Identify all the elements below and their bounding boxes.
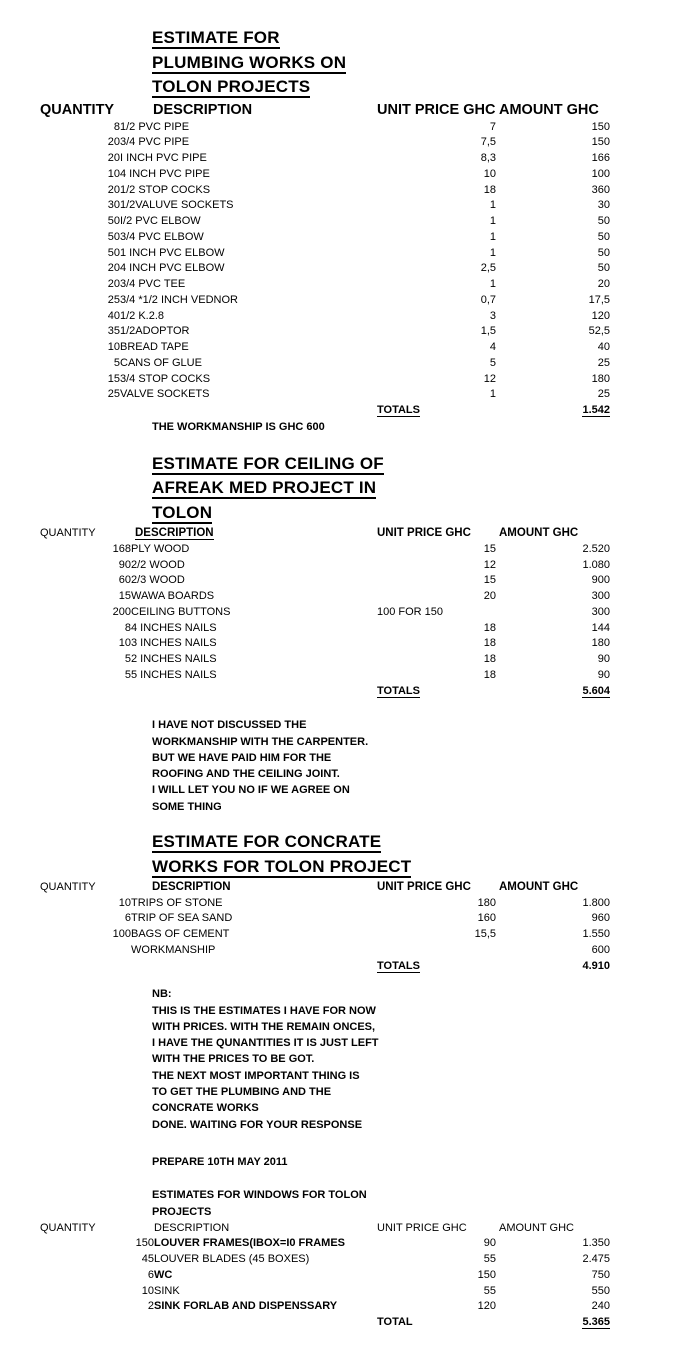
note-line: TO GET THE PLUMBING AND THE [152, 1086, 332, 1099]
section-concrete [0, 830, 612, 974]
table-row [0, 340, 612, 356]
totals-label: TOTAL [377, 1316, 413, 1329]
quantity-cell [0, 959, 131, 975]
table-header [0, 100, 612, 120]
totals-amount-cell [497, 684, 612, 700]
quantity-cell: 50 [107, 246, 120, 259]
totals-amount: 1.542 [582, 404, 610, 416]
description-cell: 3/4 *1/2 INCH VEDNOR [120, 293, 238, 306]
section-plumbing [0, 26, 612, 435]
totals-amount: 5.604 [582, 684, 610, 697]
prepared-date: PREPARE 10TH MAY 2011 [152, 1155, 288, 1168]
quantity-cell: 60 [118, 574, 131, 587]
amount-cell: 300 [591, 605, 610, 618]
quantity-cell: 15 [107, 372, 120, 385]
quantity-cell: 50 [107, 215, 120, 227]
table-row [0, 167, 612, 183]
note-line: WITH THE PRICES TO BE GOT. [152, 1053, 315, 1066]
note-line: BUT WE HAVE PAID HIM FOR THE [152, 751, 332, 764]
description-cell: I INCH PVC PIPE [120, 152, 207, 164]
quantity-cell: 10 [107, 341, 120, 353]
table-row [0, 277, 612, 293]
description-cell: 2/3 WOOD [131, 574, 185, 587]
totals-label-cell [370, 403, 497, 419]
totals-label: TOTALS [377, 404, 420, 416]
quantity-cell: 35 [107, 325, 120, 338]
quantity-cell: 20 [107, 136, 120, 149]
amount-cell: 120 [591, 309, 610, 322]
amount-cell: 166 [591, 152, 610, 164]
table-row [0, 558, 612, 574]
table-body [0, 542, 612, 700]
totals-label-cell [370, 1315, 497, 1331]
table-row [0, 387, 612, 403]
amount-cell: 40 [597, 341, 610, 353]
amount-cell: 50 [597, 246, 610, 259]
table-row [0, 668, 612, 684]
unit-price-cell: 12 [483, 372, 496, 385]
amount-header: AMOUNT GHC [499, 101, 599, 118]
note-line: CONCRATE WORKS [152, 1102, 259, 1115]
unit-price-cell: 5 [489, 356, 496, 369]
note-line: WORKMANSHIP WITH THE CARPENTER. [152, 735, 369, 748]
unit-price-cell: 150 [477, 1268, 496, 1281]
description-cell: 4 INCHES NAILS [131, 621, 217, 634]
table-row [0, 356, 612, 372]
totals-label-cell [370, 684, 497, 700]
quantity-header: QUANTITY [40, 881, 96, 894]
totals-row [0, 1315, 612, 1331]
unit-price-cell: 1,5 [480, 325, 496, 338]
quantity-cell: 20 [107, 183, 120, 196]
table-row [0, 183, 612, 199]
amount-cell: 2.520 [582, 542, 610, 555]
totals-row [0, 959, 612, 975]
amount-header: AMOUNT GHC [499, 881, 579, 894]
amount-cell: 1.550 [582, 928, 610, 941]
table-row [0, 198, 612, 214]
unit-price-cell: 1 [489, 215, 496, 227]
unit-price-cell: 1 [489, 278, 496, 290]
quantity-cell: 100 [112, 928, 131, 941]
amount-cell: 550 [591, 1284, 610, 1297]
description-cell: 3/4 PVC ELBOW [120, 230, 204, 243]
note-line: NB: [152, 988, 172, 1001]
amount-cell: 180 [591, 372, 610, 385]
unit-price-header: UNIT PRICE GHC [377, 881, 471, 894]
unit-price-cell: 100 FOR 150 [377, 605, 444, 618]
description-cell [154, 1315, 370, 1331]
unit-price-cell: 4 [489, 341, 496, 353]
amount-cell: 150 [591, 136, 610, 149]
nb-note [0, 986, 677, 1133]
table-row [0, 246, 612, 262]
note-line: DONE. WAITING FOR YOUR RESPONSE [152, 1118, 363, 1131]
amount-cell: 240 [591, 1300, 610, 1313]
unit-price-cell: 180 [477, 896, 496, 909]
quantity-cell: 10 [141, 1284, 154, 1297]
description-header: DESCRIPTION [153, 101, 253, 118]
title-line: TOLON [152, 502, 213, 522]
amount-cell: 1.800 [582, 896, 610, 909]
amount-cell: 90 [597, 668, 610, 681]
amount-cell: 750 [591, 1268, 610, 1281]
table-row [0, 135, 612, 151]
description-cell: 5 INCHES NAILS [131, 668, 217, 681]
table-row [0, 911, 612, 927]
description-cell: BREAD TAPE [120, 341, 189, 353]
quantity-cell: 2 [147, 1300, 154, 1313]
table-row [0, 372, 612, 388]
note-line: SOME THING [152, 800, 222, 813]
unit-price-cell: 1 [489, 230, 496, 243]
quantity-cell [0, 943, 131, 959]
note-line: I HAVE THE QUNANTITIES IT IS JUST LEFT [152, 1037, 379, 1050]
note-line: THE NEXT MOST IMPORTANT THING IS [152, 1069, 360, 1082]
description-cell: 4 INCH PVC ELBOW [120, 262, 225, 275]
description-cell: 1/2 PVC PIPE [120, 120, 190, 133]
totals-label: TOTALS [377, 684, 420, 697]
amount-cell: 50 [597, 230, 610, 243]
table-row [0, 1252, 612, 1268]
table-header [0, 879, 612, 896]
table-row [0, 896, 612, 912]
table-row [0, 309, 612, 325]
description-header: DESCRIPTION [152, 881, 231, 894]
quantity-cell: 20 [107, 262, 120, 275]
title-line: PLUMBING WORKS ON [152, 52, 347, 72]
quantity-cell: 50 [107, 230, 120, 243]
quantity-cell: 90 [118, 558, 131, 571]
unit-price-cell: 0,7 [480, 293, 496, 306]
section-ceiling [0, 452, 612, 700]
amount-cell: 360 [591, 183, 610, 196]
quantity-cell: 10 [118, 896, 131, 909]
totals-label: TOTALS [377, 959, 420, 972]
description-cell [131, 684, 370, 700]
amount-cell: 30 [597, 199, 610, 212]
amount-cell: 1.350 [582, 1237, 610, 1250]
description-cell: VALVE SOCKETS [120, 388, 210, 401]
table-row [0, 943, 612, 959]
description-cell: 3 INCHES NAILS [131, 637, 217, 650]
table-body [0, 1236, 612, 1331]
amount-cell: 600 [591, 943, 610, 956]
description-header: DESCRIPTION [154, 1221, 230, 1234]
unit-price-cell: 18 [483, 621, 496, 634]
description-cell: BAGS OF CEMENT [131, 928, 230, 941]
totals-amount: 4.910 [582, 959, 610, 972]
description-cell: I/2 PVC ELBOW [120, 215, 201, 227]
unit-price-cell: 18 [483, 668, 496, 681]
title-line: PROJECTS [152, 1205, 212, 1218]
section-title [152, 452, 612, 526]
unit-price-cell: 18 [483, 637, 496, 650]
amount-header: AMOUNT GHC [499, 1221, 574, 1234]
totals-row [0, 684, 612, 700]
quantity-header: QUANTITY [40, 101, 115, 118]
table-row [0, 652, 612, 668]
unit-price-cell: 15 [483, 542, 496, 555]
description-cell: 2 INCHES NAILS [131, 653, 217, 665]
quantity-cell: 30 [107, 199, 120, 212]
table-row [0, 214, 612, 230]
note-line: WITH PRICES. WITH THE REMAIN ONCES, [152, 1020, 376, 1033]
amount-cell: 17,5 [588, 293, 610, 306]
table-row [0, 1268, 612, 1284]
quantity-cell [0, 403, 120, 419]
unit-price-cell: 1 [489, 388, 496, 401]
section-title [152, 1187, 612, 1220]
quantity-cell: 6 [147, 1268, 154, 1281]
unit-price-cell: 55 [483, 1253, 496, 1266]
unit-price-cell: 8,3 [480, 152, 496, 164]
unit-price-header: UNIT PRICE GHC [377, 101, 496, 118]
table-row [0, 151, 612, 167]
unit-price-cell: 20 [483, 590, 496, 602]
quantity-cell [0, 1315, 154, 1331]
totals-amount: 5.365 [582, 1316, 610, 1329]
title-line: ESTIMATE FOR [152, 28, 280, 47]
note-line: ROOFING AND THE CEILING JOINT. [152, 768, 340, 781]
quantity-cell: 10 [107, 167, 120, 180]
table-row [0, 589, 612, 605]
table-body [0, 896, 612, 975]
amount-cell: 52,5 [588, 325, 610, 338]
note-line: THIS IS THE ESTIMATES I HAVE FOR NOW [152, 1004, 376, 1017]
unit-price-cell: 18 [483, 653, 496, 665]
unit-price-header: UNIT PRICE GHC [377, 1221, 467, 1234]
unit-price-cell: 1 [489, 199, 496, 212]
quantity-cell: 40 [107, 309, 120, 322]
description-cell: 3/4 PVC TEE [120, 278, 186, 290]
amount-cell: 2.475 [582, 1253, 610, 1266]
unit-price-cell: 15 [483, 574, 496, 587]
table-row [0, 230, 612, 246]
title-line: AFREAK MED PROJECT IN [152, 478, 377, 498]
unit-price-cell: 120 [477, 1300, 496, 1313]
amount-cell: 300 [591, 590, 610, 602]
description-cell: 2/2 WOOD [131, 558, 185, 571]
description-cell: 1/2VALUVE SOCKETS [120, 199, 234, 212]
amount-cell: 100 [591, 167, 610, 180]
carpenter-note [0, 717, 677, 815]
amount-cell: 180 [591, 637, 610, 650]
unit-price-cell: 15,5 [474, 928, 496, 941]
note-line: I HAVE NOT DISCUSSED THE [152, 719, 307, 732]
table-row [0, 605, 612, 621]
table-row [0, 542, 612, 558]
description-cell: 3/4 STOP COCKS [120, 372, 211, 385]
amount-cell: 50 [597, 262, 610, 275]
description-cell: LOUVER BLADES (45 BOXES) [154, 1253, 310, 1266]
title-line: WORKS FOR TOLON PROJECT [152, 856, 412, 876]
description-cell: CANS OF GLUE [120, 356, 202, 369]
unit-price-cell: 90 [483, 1237, 496, 1250]
unit-price-cell: 7 [489, 120, 496, 133]
quantity-header: QUANTITY [40, 527, 96, 540]
description-cell: WORKMANSHIP [131, 943, 216, 956]
quantity-cell: 5 [124, 653, 131, 665]
quantity-cell: 8 [113, 120, 120, 133]
quantity-cell: 5 [113, 356, 120, 369]
title-line: ESTIMATE FOR CONCRATE [152, 832, 382, 852]
table-row [0, 927, 612, 943]
unit-price-cell: 10 [483, 167, 496, 180]
unit-price-cell [370, 943, 497, 959]
totals-amount-cell [497, 959, 612, 975]
amount-cell: 1.080 [582, 558, 610, 571]
description-cell: CEILING BUTTONS [131, 605, 231, 618]
amount-cell: 25 [597, 388, 610, 401]
workmanship-note: THE WORKMANSHIP IS GHC 600 [152, 420, 325, 433]
unit-price-header: UNIT PRICE GHC [377, 527, 471, 540]
amount-header: AMOUNT GHC [499, 527, 579, 540]
description-cell: TRIPS OF STONE [131, 896, 223, 909]
table-row [0, 293, 612, 309]
description-cell: 4 INCH PVC PIPE [120, 167, 210, 180]
table-header [0, 525, 612, 542]
description-cell: PLY WOOD [131, 542, 190, 555]
title-line: TOLON PROJECTS [152, 77, 311, 96]
amount-cell: 144 [591, 621, 610, 634]
quantity-cell: 15 [118, 590, 131, 602]
description-cell [131, 959, 370, 975]
quantity-cell: 45 [141, 1253, 154, 1266]
unit-price-cell: 160 [477, 912, 496, 925]
title-line: ESTIMATES FOR WINDOWS FOR TOLON [152, 1189, 367, 1202]
description-cell [120, 403, 370, 419]
quantity-cell: 200 [112, 605, 131, 618]
amount-cell: 90 [597, 653, 610, 665]
unit-price-cell: 55 [483, 1284, 496, 1297]
amount-cell: 900 [591, 574, 610, 587]
quantity-cell: 25 [107, 388, 120, 401]
amount-cell: 150 [591, 120, 610, 133]
description-cell: LOUVER FRAMES(IBOX=I0 FRAMES [154, 1237, 345, 1250]
unit-price-cell: 1 [489, 246, 496, 259]
note-line: I WILL LET YOU NO IF WE AGREE ON [152, 784, 350, 797]
table-row [0, 1299, 612, 1315]
quantity-cell [0, 684, 131, 700]
amount-cell: 960 [591, 912, 610, 925]
section-title [152, 830, 612, 879]
table-header [0, 1220, 612, 1237]
description-cell: 1/2ADOPTOR [120, 325, 190, 338]
description-cell: WC [154, 1268, 173, 1281]
title-line: ESTIMATE FOR CEILING OF [152, 453, 384, 473]
description-cell: 3/4 PVC PIPE [120, 136, 190, 149]
description-cell: 1/2 STOP COCKS [120, 183, 211, 196]
quantity-cell: 20 [107, 152, 120, 164]
description-cell: WAWA BOARDS [131, 590, 215, 602]
description-header: DESCRIPTION [135, 527, 214, 540]
quantity-cell: 168 [112, 542, 131, 555]
description-cell: SINK FORLAB AND DISPENSSARY [154, 1300, 338, 1313]
quantity-cell: 8 [124, 621, 131, 634]
description-cell: 1 INCH PVC ELBOW [120, 246, 225, 259]
table-row [0, 1284, 612, 1300]
unit-price-cell: 2,5 [480, 262, 496, 275]
unit-price-cell: 12 [483, 558, 496, 571]
totals-amount-cell [497, 403, 612, 419]
amount-cell: 25 [597, 356, 610, 369]
table-row [0, 324, 612, 340]
amount-cell: 50 [597, 215, 610, 227]
table-row [0, 636, 612, 652]
table-row [0, 120, 612, 136]
section-windows [0, 1187, 612, 1331]
totals-amount-cell [497, 1315, 612, 1331]
totals-label-cell [370, 959, 497, 975]
totals-row [0, 403, 612, 419]
table-row [0, 573, 612, 589]
quantity-cell: 10 [118, 637, 131, 650]
unit-price-cell: 7,5 [480, 136, 496, 149]
description-cell: SINK [154, 1284, 180, 1297]
description-cell: 1/2 K.2.8 [120, 309, 165, 322]
table-row [0, 261, 612, 277]
unit-price-cell: 18 [483, 183, 496, 196]
table-row [0, 1236, 612, 1252]
quantity-cell: 150 [135, 1237, 154, 1250]
quantity-header: QUANTITY [40, 1221, 96, 1234]
quantity-cell: 5 [124, 668, 131, 681]
description-cell: TRIP OF SEA SAND [131, 912, 233, 925]
table-body [0, 120, 612, 419]
quantity-cell: 25 [107, 293, 120, 306]
amount-cell: 20 [597, 278, 610, 290]
quantity-cell: 20 [107, 278, 120, 290]
table-row [0, 621, 612, 637]
section-title [152, 26, 612, 100]
quantity-cell: 6 [124, 912, 131, 925]
unit-price-cell: 3 [489, 309, 496, 322]
